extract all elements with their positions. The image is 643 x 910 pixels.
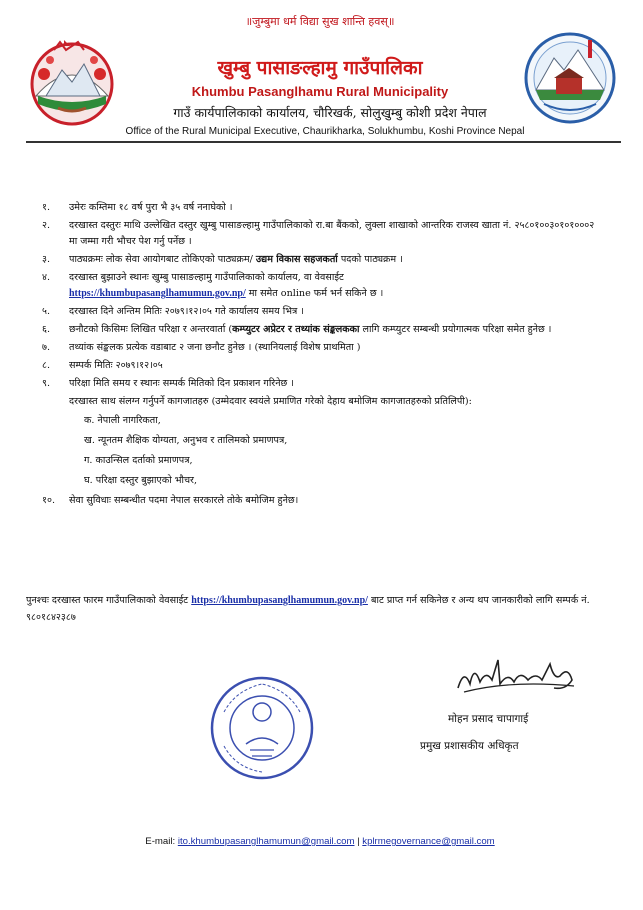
list-item-text: दरखास्त दिने अन्तिम मितिः २०७९।१२।०५ गते कार्यालय समय भित्र । xyxy=(69,306,304,317)
list-item-text: दरखास्त दस्तुरः माथि उल्लेखित दस्तुर खुम्बु पासाङल्हामु गाउँपालिकाको रा.बा बैंकको, लुक्ला शाखाको आन्तरिक राजस्व खाता नं. २५८०१००३०१०१०००२ मा जम्मा गरी भौचर पेश गर्नु पर्नेछ । xyxy=(69,220,595,247)
office-address-np: गाउँ कार्यपालिकाको कार्यालय, चौरिखर्क, सोलुखुम्बु कोशी प्रदेश नेपाल xyxy=(173,105,487,120)
header-divider xyxy=(26,141,621,143)
list-item xyxy=(42,304,602,320)
footer-separator: | xyxy=(354,836,363,847)
signatory-name: मोहन प्रसाद चापागाई xyxy=(448,713,529,725)
list-item-number: १. xyxy=(42,202,51,213)
email-link[interactable]: kplrmegovernance@gmail.com xyxy=(362,836,495,847)
list-item-text: सेवा सुविधाः सम्बन्धीत पदमा नेपाल सरकारले तोके बमोजिम हुनेछ। xyxy=(69,495,299,506)
list-item-number: ८. xyxy=(42,360,51,371)
municipality-logo-icon xyxy=(522,30,618,126)
list-item-number: २. xyxy=(42,220,51,231)
office-seal-stamp-icon xyxy=(206,672,318,784)
list-item-number: ४. xyxy=(42,272,51,283)
list-item-text: पदको पाठ्यक्रम । xyxy=(337,254,403,265)
document-item: ख. न्यूनतम शैक्षिक योग्यता, अनुभव र तालिमको प्रमाणपत्र, xyxy=(84,435,288,446)
list-item-text: सम्पर्क मितिः २०७९।१२।०५ xyxy=(69,360,163,371)
document-item: ग. काउन्सिल दर्ताको प्रमाणपत्र, xyxy=(84,455,193,466)
post-name-bold: कम्प्युटर अप्रेटर र तथ्यांक संङ्कलकका xyxy=(232,324,360,335)
list-item-number: ७. xyxy=(42,342,51,353)
municipality-title-en: Khumbu Pasanglhamu Rural Municipality xyxy=(191,84,449,99)
header-motto: ॥जुम्बुमा धर्म विद्या सुख शान्ति हवस्॥ xyxy=(245,15,395,28)
footer-label: E-mail: xyxy=(145,836,178,847)
list-item-number: ९. xyxy=(42,378,51,389)
list-item-text: पाठ्यक्रमः लोक सेवा आयोगबाट तोकिएको पाठ्यक्रम/ xyxy=(69,254,256,265)
municipality-title-np: खुम्बु पासाङल्हामु गाउँपालिका xyxy=(217,57,423,79)
handwritten-signature-icon xyxy=(450,650,580,700)
list-item-text: दरखास्त बुझाउने स्थानः खुम्बु पासाङल्हामु गाउँपालिकाको कार्यालय, वा वेवसाईट xyxy=(69,272,344,283)
list-item xyxy=(42,218,602,250)
documents-list xyxy=(42,413,602,489)
post-name-bold: उद्यम विकास सहजकर्ता xyxy=(255,254,338,265)
list-item xyxy=(42,340,602,356)
website-link[interactable]: https://khumbupasanglhamumun.gov.np/ xyxy=(191,595,368,606)
list-item-text: मा समेत online फर्म भर्न सकिने छ । xyxy=(245,288,384,299)
list-item-number: ६. xyxy=(42,324,51,335)
document-item: घ. परिक्षा दस्तुर बुझाएको भौचर, xyxy=(84,475,198,486)
list-item-number: १०. xyxy=(42,495,56,506)
list-item-text: परिक्षा मिति समय र स्थानः सम्पर्क मितिको दिन प्रकाशन गरिनेछ । xyxy=(69,378,294,389)
list-item-text: उमेरः कम्तिमा १८ वर्ष पुरा भै ३५ वर्ष ननाघेको । xyxy=(69,202,233,213)
signatory-role: प्रमुख प्रशासकीय अधिकृत xyxy=(420,740,519,752)
list-item-text: छनौटको किसिमः लिखित परिक्षा र अन्तरवार्ता ( xyxy=(69,324,233,335)
requirements-list xyxy=(42,200,602,509)
email-link[interactable]: ito.khumbupasanglhamumun@gmail.com xyxy=(177,836,355,847)
list-item xyxy=(42,270,602,302)
nepal-emblem-icon xyxy=(24,34,120,130)
website-link[interactable]: https://khumbupasanglhamumun.gov.np/ xyxy=(69,288,246,299)
list-item xyxy=(42,200,602,216)
list-item xyxy=(42,252,602,268)
document-item: क. नेपाली नागरिकता, xyxy=(84,415,161,426)
office-address-en: Office of the Rural Municipal Executive, Chaurikharka, Solukhumbu, Koshi Province Nepal xyxy=(125,126,525,137)
postscript xyxy=(26,592,611,626)
list-item-number: ३. xyxy=(42,254,51,265)
list-item-text: तथ्यांक संङ्कलक प्रत्येक वडाबाट २ जना छनौट हुनेछ । (स्थानियलाई विशेष प्राथमिता ) xyxy=(69,342,361,353)
list-item xyxy=(42,376,602,392)
footer-contact xyxy=(60,836,580,847)
list-item-text: लागि कम्प्युटर सम्बन्धी प्रयोगात्मक परिक्षा समेत हुनेछ । xyxy=(359,324,552,335)
list-item xyxy=(42,322,602,338)
list-item-number: ५. xyxy=(42,306,51,317)
documents-intro-text: दरखास्त साथ संलग्न गर्नुपर्ने कागजातहरु (उम्मेदवार स्वयंले प्रमाणित गरेको देहाय बमोजिम कागजातहरुको प्रतिलिपी): xyxy=(69,396,472,407)
list-item xyxy=(42,358,602,374)
list-item xyxy=(42,493,602,509)
documents-intro xyxy=(42,394,602,410)
postscript-text: बाट प्राप्त गर्न सकिनेछ र अन्य थप जानकारीको लागि सम्पर्क नं. ९८०१८४२३८७ xyxy=(26,595,590,623)
postscript-text: पुनश्चः दरखास्त फारम गाउँपालिकाको वेवसाईट xyxy=(26,595,192,606)
